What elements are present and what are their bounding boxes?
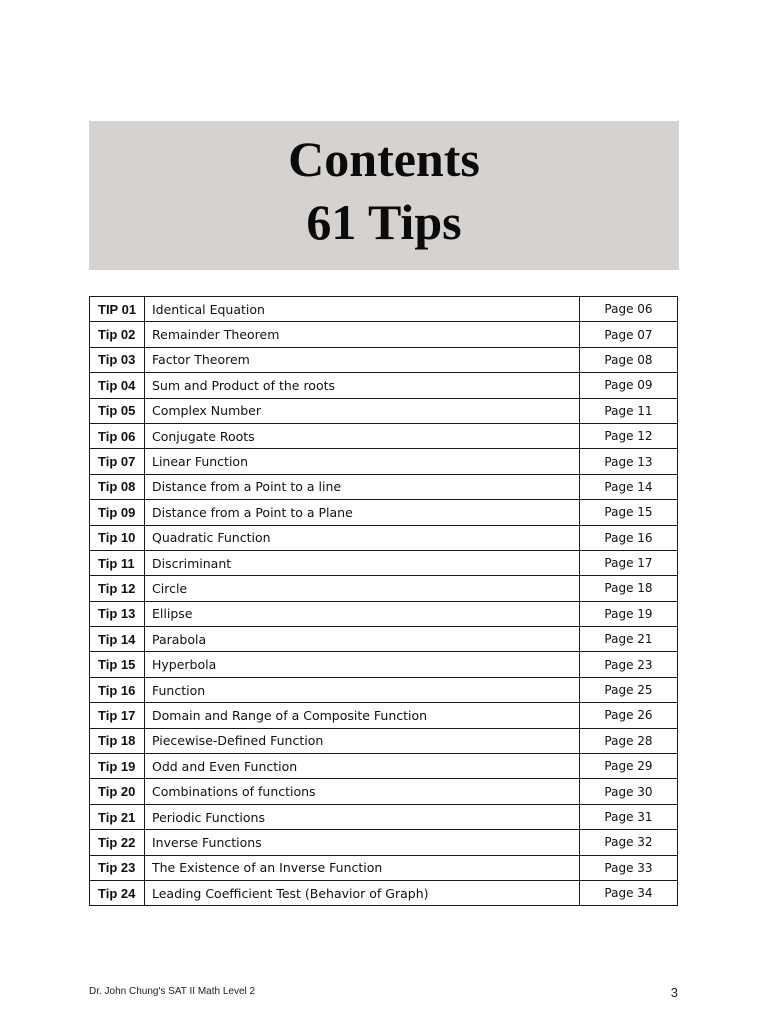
- tip-topic: Ellipse: [145, 601, 580, 626]
- table-row: [90, 779, 678, 804]
- table-row: [90, 754, 678, 779]
- tip-topic: Distance from a Point to a Plane: [145, 500, 580, 525]
- table-row: [90, 398, 678, 423]
- tip-page: Page 16: [580, 525, 678, 550]
- tip-topic: Factor Theorem: [145, 347, 580, 372]
- table-row: [90, 677, 678, 702]
- tip-page: Page 12: [580, 423, 678, 448]
- tip-page: Page 25: [580, 677, 678, 702]
- tip-number: Tip 09: [90, 500, 145, 525]
- tip-page: Page 07: [580, 322, 678, 347]
- tip-page: Page 31: [580, 804, 678, 829]
- tip-page: Page 29: [580, 754, 678, 779]
- tip-topic: Periodic Functions: [145, 804, 580, 829]
- tip-topic: Quadratic Function: [145, 525, 580, 550]
- tip-page: Page 17: [580, 550, 678, 575]
- tip-topic: Inverse Functions: [145, 830, 580, 855]
- tip-page: Page 28: [580, 728, 678, 753]
- tip-page: Page 34: [580, 880, 678, 905]
- tip-page: Page 30: [580, 779, 678, 804]
- tip-number: Tip 22: [90, 830, 145, 855]
- tip-topic: Conjugate Roots: [145, 423, 580, 448]
- tip-topic: Odd and Even Function: [145, 754, 580, 779]
- tip-topic: Combinations of functions: [145, 779, 580, 804]
- tip-topic: Linear Function: [145, 449, 580, 474]
- tip-page: Page 15: [580, 500, 678, 525]
- tip-number: Tip 10: [90, 525, 145, 550]
- tip-number: Tip 21: [90, 804, 145, 829]
- table-row: [90, 449, 678, 474]
- tip-topic: Domain and Range of a Composite Function: [145, 703, 580, 728]
- tip-topic: Parabola: [145, 627, 580, 652]
- tip-number: Tip 11: [90, 550, 145, 575]
- tip-topic: Distance from a Point to a line: [145, 474, 580, 499]
- table-row: [90, 322, 678, 347]
- tip-topic: Sum and Product of the roots: [145, 373, 580, 398]
- page-subtitle: 61 Tips: [306, 194, 462, 250]
- tip-number: Tip 08: [90, 474, 145, 499]
- tip-topic: Leading Coefficient Test (Behavior of Graph): [145, 880, 580, 905]
- tip-topic: Circle: [145, 576, 580, 601]
- tip-topic: Function: [145, 677, 580, 702]
- tip-page: Page 18: [580, 576, 678, 601]
- tip-topic: Piecewise-Defined Function: [145, 728, 580, 753]
- table-row: [90, 601, 678, 626]
- table-row: [90, 474, 678, 499]
- tip-number: Tip 12: [90, 576, 145, 601]
- tip-page: Page 14: [580, 474, 678, 499]
- table-row: [90, 550, 678, 575]
- table-row: [90, 804, 678, 829]
- table-row: [90, 728, 678, 753]
- page-title: Contents: [288, 131, 480, 187]
- tip-page: Page 13: [580, 449, 678, 474]
- tip-topic: Discriminant: [145, 550, 580, 575]
- table-row: [90, 297, 678, 322]
- tip-page: Page 08: [580, 347, 678, 372]
- table-row: [90, 423, 678, 448]
- footer-book-title: Dr. John Chung's SAT II Math Level 2: [89, 986, 256, 997]
- tip-topic: Remainder Theorem: [145, 322, 580, 347]
- contents-table: [89, 296, 678, 906]
- tip-number: Tip 14: [90, 627, 145, 652]
- tip-number: Tip 07: [90, 449, 145, 474]
- tip-page: Page 32: [580, 830, 678, 855]
- table-row: [90, 652, 678, 677]
- tip-page: Page 33: [580, 855, 678, 880]
- tip-topic: The Existence of an Inverse Function: [145, 855, 580, 880]
- tip-number: Tip 02: [90, 322, 145, 347]
- tip-number: Tip 19: [90, 754, 145, 779]
- tip-number: Tip 13: [90, 601, 145, 626]
- tip-topic: Identical Equation: [145, 297, 580, 322]
- table-row: [90, 525, 678, 550]
- tip-page: Page 26: [580, 703, 678, 728]
- tip-topic: Hyperbola: [145, 652, 580, 677]
- table-row: [90, 627, 678, 652]
- tip-number: Tip 16: [90, 677, 145, 702]
- tip-number: Tip 20: [90, 779, 145, 804]
- tip-number: Tip 18: [90, 728, 145, 753]
- tip-number: Tip 05: [90, 398, 145, 423]
- table-row: [90, 373, 678, 398]
- tip-page: Page 06: [580, 297, 678, 322]
- tip-page: Page 11: [580, 398, 678, 423]
- tip-number: Tip 04: [90, 373, 145, 398]
- tip-page: Page 19: [580, 601, 678, 626]
- tip-number: Tip 06: [90, 423, 145, 448]
- tip-number: Tip 24: [90, 880, 145, 905]
- tip-number: Tip 23: [90, 855, 145, 880]
- tip-number: Tip 17: [90, 703, 145, 728]
- tip-topic: Complex Number: [145, 398, 580, 423]
- tip-page: Page 23: [580, 652, 678, 677]
- tip-number: TIP 01: [90, 297, 145, 322]
- footer-page-number: 3: [670, 985, 678, 1000]
- tip-number: Tip 15: [90, 652, 145, 677]
- table-row: [90, 347, 678, 372]
- table-row: [90, 500, 678, 525]
- contents-table-body: [90, 297, 678, 906]
- contents-header: [89, 121, 679, 270]
- table-row: [90, 855, 678, 880]
- table-row: [90, 880, 678, 905]
- tip-page: Page 09: [580, 373, 678, 398]
- table-row: [90, 703, 678, 728]
- tip-number: Tip 03: [90, 347, 145, 372]
- table-row: [90, 830, 678, 855]
- table-row: [90, 576, 678, 601]
- tip-page: Page 21: [580, 627, 678, 652]
